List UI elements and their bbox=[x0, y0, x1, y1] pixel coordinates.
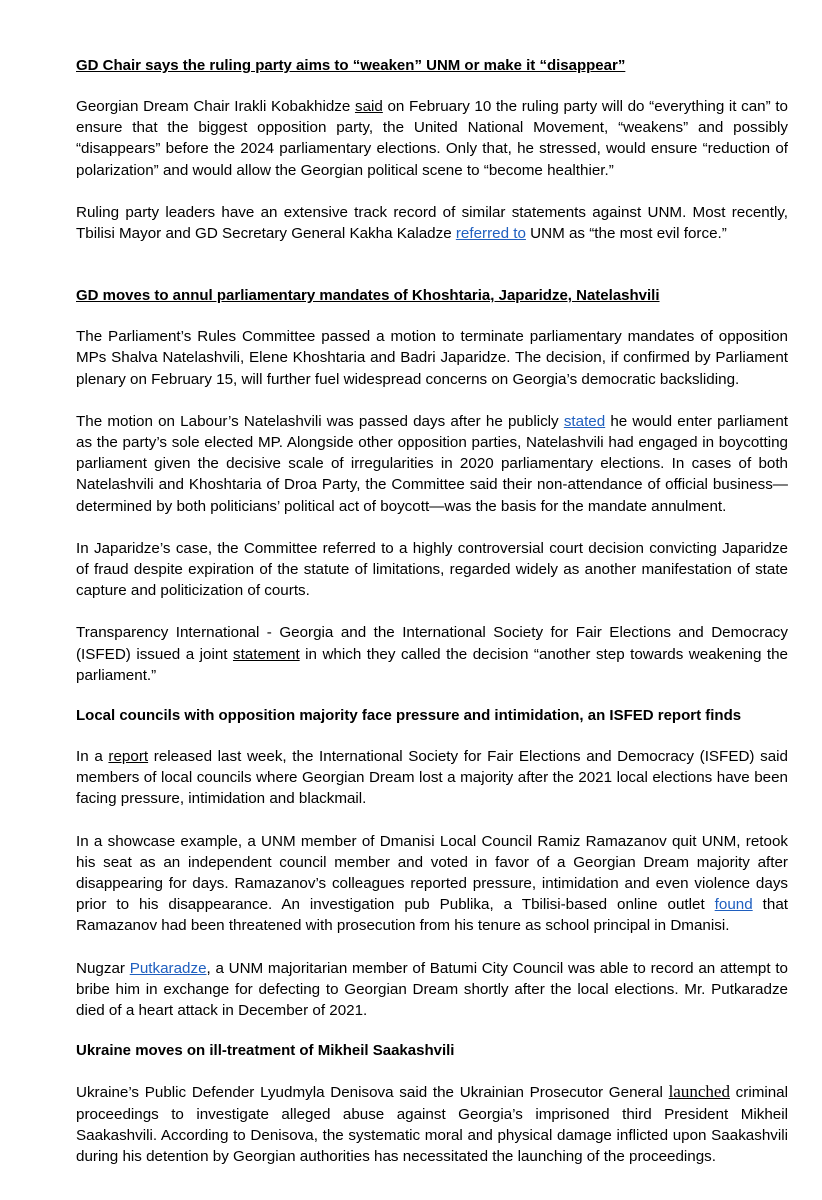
paragraph-kaladze: Ruling party leaders have an extensive track record of similar statements against UNM. Most recently, Tbilisi Mayor and GD Secretary General Kakha Kaladze referred to UNM as “the most evil force.” bbox=[76, 203, 788, 243]
link-stated[interactable]: stated bbox=[563, 412, 606, 430]
paragraph-transparency-international: Transparency International - Georgia and the International Society for Fair Elections and Democracy (ISFED) issued a joint statement in which they called the decision “another step towards weakening the parliament.” bbox=[76, 624, 788, 684]
section-heading-local-councils: Local councils with opposition majority face pressure and intimidation, an ISFED report finds bbox=[76, 707, 742, 725]
paragraph-rules-committee: The Parliament’s Rules Committee passed a motion to terminate parliamentary mandates of opposition MPs Shalva Natelashvili, Elene Khoshtaria and Badri Japaridze. The decision, if confirmed by Parliament plenary on February 15, will further fuel widespread concerns on Georgia’s democratic backsliding. bbox=[76, 328, 788, 388]
link-said[interactable]: said bbox=[354, 98, 383, 115]
link-found[interactable]: found bbox=[714, 896, 753, 914]
paragraph-denisova: Ukraine’s Public Defender Lyudmyla Denisova said the Ukrainian Prosecutor General launched criminal proceedings to investigate alleged abuse against Georgia’s imprisoned third President Mikheil Saakashvili. According to Denisova, the systematic moral and physical damage inflicted upon Saakashvili during his detention by Georgian authorities has necessitated the launching of the proceedings. bbox=[76, 1082, 788, 1165]
paragraph-isfed-report: In a report released last week, the International Society for Fair Elections and Democracy (ISFED) said members of local councils where Georgian Dream lost a majority after the 2021 local elections have been facing pressure, intimidation and blackmail. bbox=[76, 748, 788, 808]
paragraph-natelashvili: The motion on Labour’s Natelashvili was passed days after he publicly stated he would enter parliament as the party’s sole elected MP. Alongside other opposition parties, Natelashvili had engaged in boycotting parliament given the decisive scale of irregularities in 2020 parliamentary elections. In cases of both Natelashvili and Khoshtaria of Droa Party, the Committee said their non-attendance of official business—determined by both politicians’ political act of boycott—was the basis for the mandate annulment. bbox=[76, 412, 789, 515]
paragraph-japaridze: In Japaridze’s case, the Committee referred to a highly controversial court decision convicting Japaridze of fraud despite expiration of the statute of limitations, regarded widely as another manifestation of state capture and politicization of courts. bbox=[76, 539, 788, 600]
link-statement[interactable]: statement bbox=[232, 645, 300, 663]
section-heading-ukraine: Ukraine moves on ill-treatment of Mikheil Saakashvili bbox=[76, 1042, 455, 1060]
section-heading-gd-mandates: GD moves to annul parliamentary mandates of Khoshtaria, Japaridze, Natelashvili bbox=[76, 287, 660, 305]
paragraph-ramazanov: In a showcase example, a UNM member of Dmanisi Local Council Ramiz Ramazanov quit UNM, retook his seat as an independent council member and voted in favor of a Georgian Dream majority after disappearing for days. Ramazanov’s colleagues reported pressure, intimidation and even violence days prior to his disappearance. An investigation pub Publika, a Tbilisi-based online outlet found that Ramazanov had been threatened with prosecution from his tenure as school principal in Dmanisi. bbox=[76, 832, 788, 935]
paragraph-putkaradze: Nugzar Putkaradze, a UNM majoritarian member of Batumi City Council was able to record an attempt to bribe him in exchange for defecting to Georgian Dream shortly after the local elections. Mr. Putkaradze died of a heart attack in December of 2021. bbox=[76, 959, 788, 1020]
link-launched[interactable]: launched bbox=[668, 1082, 730, 1102]
link-report[interactable]: report bbox=[108, 748, 149, 766]
link-putkaradze[interactable]: Putkaradze bbox=[129, 959, 207, 977]
section-heading-gd-chair: GD Chair says the ruling party aims to “weaken” UNM or make it “disappear” bbox=[76, 57, 626, 74]
document-page bbox=[76, 56, 788, 1167]
link-referred-to[interactable]: referred to bbox=[455, 225, 526, 243]
paragraph-kobakhidze: Georgian Dream Chair Irakli Kobakhidze said on February 10 the ruling party will do “everything it can” to ensure that the biggest opposition party, the United National Movement, “weakens” and possibly “disappears” before the 2024 parliamentary elections. Only that, he stressed, would ensure “reduction of polarization” and would allow the Georgian political scene to “become healthier.” bbox=[76, 98, 788, 179]
